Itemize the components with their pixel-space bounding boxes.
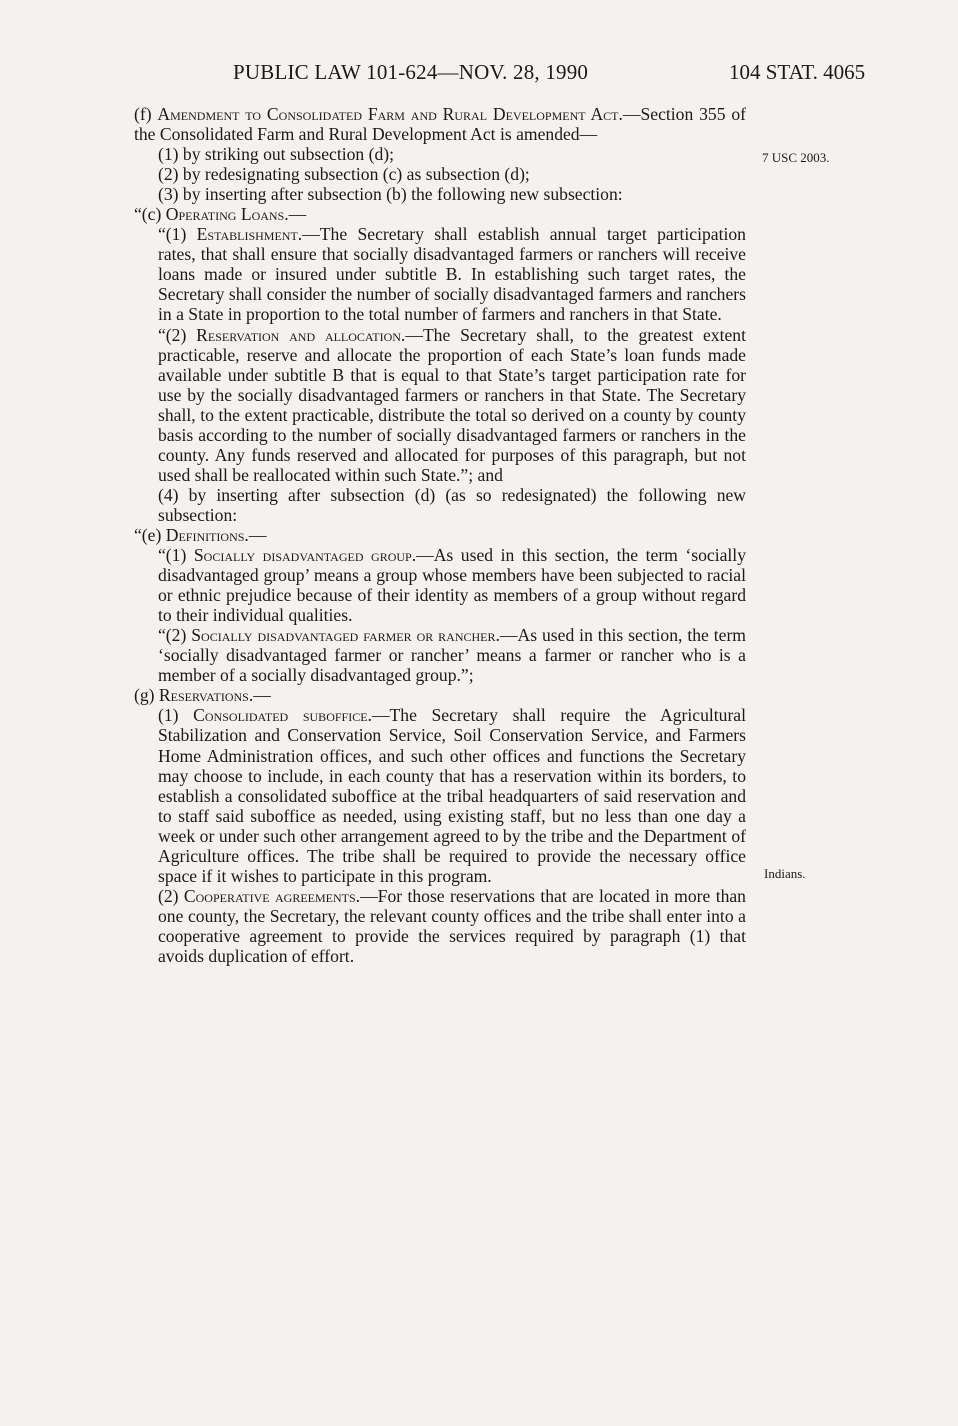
section-f-heading: Amendment to Consolidated Farm and Rural Development Act. — [157, 104, 623, 124]
margin-note-usc: 7 USC 2003. — [762, 150, 830, 165]
item-2: (2) by redesignating subsection (c) as subsection (d); — [158, 164, 530, 185]
paragraph-e1: “(1) Socially disadvantaged group.—As used in this section, the term ‘socially disadvantaged group’ means a group whose members have been subjected to racial or ethnic prejudice because of their identity as members of a group without regard to their individual qualities. — [158, 545, 746, 626]
paragraph-e1-heading: Socially disadvantaged group. — [193, 545, 417, 566]
item-3: (3) by inserting after subsection (b) the following new subsection: — [158, 184, 623, 205]
section-f-intro: (f) Amendment to Consolidated Farm and Rural Development Act.—Section 355 of the Consolidated Farm and Rural Development Act is amended— — [134, 104, 746, 145]
paragraph-c2-heading: Reservation and allocation. — [196, 324, 406, 345]
subsection-c-heading: “(c) Operating Loans.— — [134, 204, 307, 225]
paragraph-g2-heading: Cooperative agreements. — [183, 885, 361, 906]
paragraph-g1: (1) Consolidated suboffice.—The Secretary shall require the Agricultural Stabilization and Conservation Service, Soil Conservation Service, and Farmers Home Administration offices, and such other offices and functions the Secretary may choose to include, in each county that has a reservation within its borders, to establish a consolidated suboffice at the tribal headquarters of said reservation and to staff said suboffice as needed, using existing staff, but no less than one day a week or under such other arrangement agreed to by the tribe and the Department of Agriculture offices. The tribe shall be required to provide the necessary office space if it wishes to participate in this program. — [158, 705, 747, 886]
paragraph-c1-heading: Establishment. — [196, 224, 303, 245]
item-4: (4) by inserting after subsection (d) (as so redesignated) the following new subsection: — [158, 484, 746, 525]
paragraph-c2: “(2) Reservation and allocation.—The Secretary shall, to the greatest extent practicable, reserve and allocate the proportion of each State’s loan funds made available under subtitle B that is equal to that State’s target participation rate for use by the socially disadvantaged farmers or ranchers in that State. The Secretary shall, to the extent practicable, distribute the total so derived on a county by county basis according to the number of socially disadvantaged farmers or ranchers in the county. Any funds reserved and allocated for purposes of this paragraph, but not used shall be reallocated within such State.”; and — [158, 324, 746, 485]
item-1: (1) by striking out subsection (d); — [158, 144, 395, 165]
paragraph-g2: (2) Cooperative agreements.—For those reservations that are located in more than one county, the Secretary, the relevant county offices and the tribe shall enter into a cooperative agreement to provide the services required by paragraph (1) that avoids duplication of effort. — [158, 885, 746, 966]
running-header-title: PUBLIC LAW 101-624—NOV. 28, 1990 — [233, 60, 589, 84]
statute-page-number: 104 STAT. 4065 — [729, 60, 866, 84]
paragraph-g1-heading: Consolidated suboffice. — [193, 705, 372, 726]
paragraph-e2-heading: Socially disadvantaged farmer or rancher. — [191, 625, 500, 646]
section-g-heading: (g) Reservations.— — [134, 685, 271, 706]
margin-note-indians: Indians. — [764, 866, 806, 881]
paragraph-c1: “(1) Establishment.—The Secretary shall establish annual target participation rates, that shall ensure that socially disadvantaged farmers or ranchers will receive loans made or insured under subtitle B. In establishing such target rates, the Secretary shall consider the number of socially disadvantaged farmers and ranchers in a State in proportion to the total number of farmers and ranchers in that State. — [158, 224, 746, 325]
page-body — [134, 104, 746, 966]
subsection-e-heading: “(e) Definitions.— — [134, 524, 267, 545]
paragraph-e2: “(2) Socially disadvantaged farmer or rancher.—As used in this section, the term ‘socially disadvantaged farmer or rancher’ means a farmer or rancher who is a member of a socially disadvantaged group.”; — [158, 625, 746, 686]
